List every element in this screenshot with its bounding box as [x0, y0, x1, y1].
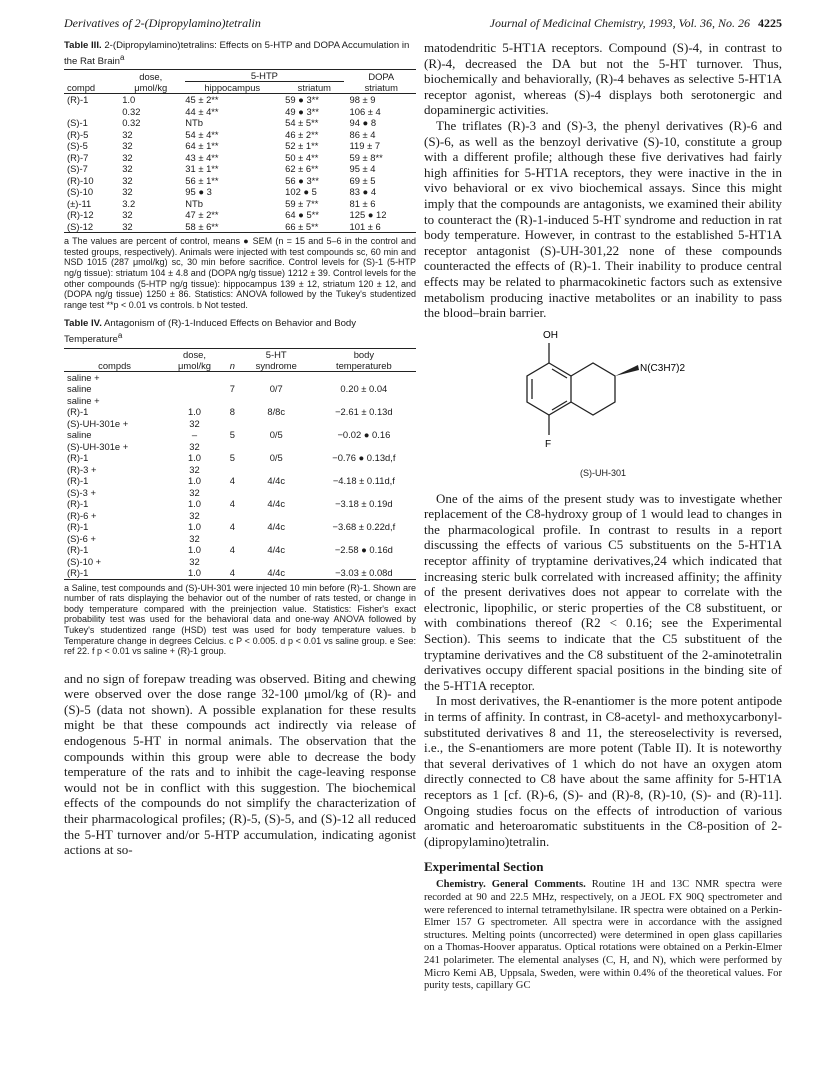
t3-cell: 32	[122, 140, 133, 152]
table-row	[64, 209, 416, 221]
t3-cell: 54 ± 5**	[285, 117, 319, 129]
t4-head-syn1: 5-HT	[241, 348, 312, 360]
table-row	[64, 498, 416, 510]
t3-cell: 32	[119, 221, 182, 233]
t4-cell: 1.0	[187, 475, 202, 487]
right-paragraph-4: In most derivatives, the R-enantiomer is the more potent antipode in terms of affinity. In contrast, in C8-acetyl- and methoxycarbonyl-substituted derivatives 8 and 11, the stereoselectivity is reversed, i.e., the S-enantiomers are more potent (Table II). It is noteworthy that several derivatives of 1 which do not have an oxygen atom directly connected to C8 have about the same affinity for 5-HT1A receptors as 1 [cf. (R)-6, (S)- and (R)-8, (R)-10, (S)- and (R)-11]. Ongoing studies focus on the effects of introduction of various aromatic and heteroaromatic substituents in the C8-position of 2-(dipropylamino)tetralin.	[424, 693, 782, 849]
t3-cell: 101 ± 6	[347, 221, 416, 233]
t3-cell: 44 ± 4**	[185, 105, 219, 117]
t4-cell-empty	[241, 441, 312, 453]
t3-cell: 31 ± 1**	[185, 163, 219, 175]
t3-head-striatum: striatum	[282, 82, 346, 94]
journal-citation: Journal of Medicinal Chemistry, 1993, Vol. 36, No. 26	[489, 16, 750, 30]
t4-cell: 7	[229, 383, 235, 395]
t4-cell: 32	[189, 463, 200, 475]
t4-cell: 4	[229, 475, 235, 487]
t3-cell: 66 ± 5**	[282, 221, 346, 233]
t4-cell-empty	[224, 556, 241, 568]
t4-head-dose2: μmol/kg	[165, 360, 224, 372]
t3-head-dopa1: DOPA	[347, 70, 416, 83]
table-4-body	[64, 371, 416, 579]
t3-cell: NTb	[185, 197, 203, 209]
t4-cell-empty	[224, 441, 241, 453]
t4-head-temp2: temperatureb	[312, 360, 416, 372]
t4-head-temp1: body	[312, 348, 416, 360]
t3-cell: 95 ● 3	[185, 186, 212, 198]
t3-cell: 102 ● 5	[285, 186, 317, 198]
t3-cell: (S)-10	[67, 186, 94, 198]
t3-cell: 69 ± 5	[349, 174, 376, 186]
t4-head-syn2: syndrome	[241, 360, 312, 372]
t3-cell: 62 ± 6**	[285, 163, 319, 175]
left-column	[64, 40, 416, 858]
table-row	[64, 429, 416, 441]
running-header-journal	[490, 16, 782, 31]
table-row	[64, 521, 416, 533]
t4-cell: −0.02 ● 0.16	[337, 429, 391, 441]
t3-cell: 64 ± 1**	[185, 140, 219, 152]
t4-cell: −4.18 ± 0.11d,f	[332, 475, 395, 487]
t3-cell: 49 ● 3**	[285, 105, 319, 117]
t3-head-dopa2: striatum	[347, 82, 416, 94]
t3-cell: 32	[122, 186, 133, 198]
t3-head-compd: compd	[64, 82, 119, 94]
t4-cell-empty	[312, 510, 416, 522]
t4-head-blank2	[224, 348, 241, 360]
left-body-paragraph: and no sign of forepaw treading was observed. Biting and chewing were observed over the dose range 32-100 μmol/kg of (R)- and (S)-5 (data not shown). A possible explanation for these results might be that these compounds act indirectly via release of endogenous 5-HT in normal animals. The observation that the compounds within this group were able to decrease the body temperature of the rats and to inhibit the cage-leaving response would not be in conflict with this suggestion. The biochemical effects of the compounds do not simplify the characterization of their pharmacological profiles; (R)-5, (S)-5, and (S)-12 all reduced the 5-HT turnover and/or 5-HTP accumulation, indicating agonist actions at so-	[64, 670, 416, 858]
t4-cell: (S)-UH-301e +	[67, 417, 129, 429]
t4-cell-empty	[312, 418, 416, 430]
t3-cell: 106 ± 4	[349, 105, 381, 117]
experimental-text: Routine 1H and 13C NMR spectra were recorded at 90 and 22.5 MHz, respectively, on a JEOL FX 90Q spectrometer and were referenced to internal tetramethylsilane. IR spectra were obtained on a Perkin-Elmer 157 G spectrometer. All spectra were in accordance with the assigned structures. Melting points (uncorrected) were determined in open glass capillaries on a Thomas-Hoover apparatus. Optical rotations were obtained on a Perkin-Elmer 241 polarimeter. The elemental analyses (C, H, and N), which were performed by Micro Kemi AB, Uppsala, Sweden, were within 0.4% of the theoretical values. For purity tests, capillary GC	[424, 879, 782, 992]
table-row	[64, 106, 416, 118]
saturated-ring	[571, 363, 615, 415]
t4-cell: –	[191, 429, 198, 441]
t4-cell: saline +	[67, 371, 100, 383]
t3-cell: (R)-7	[67, 151, 89, 163]
t4-cell: 32	[189, 440, 200, 452]
t3-cell: 95 ± 4	[349, 163, 376, 175]
t4-head-blank	[64, 348, 165, 360]
table-row	[64, 140, 416, 152]
t4-cell-empty	[312, 464, 416, 476]
amine-label: N(C3H7)2	[640, 362, 686, 374]
t4-cell: 4/4c	[267, 498, 286, 510]
t4-cell: (R)-1	[67, 475, 89, 487]
t3-cell: (S)-5	[67, 140, 88, 152]
t3-cell: 64 ● 5**	[285, 209, 319, 221]
oh-label: OH	[543, 329, 558, 341]
t4-cell-empty	[241, 556, 312, 568]
t4-cell-empty	[241, 464, 312, 476]
t4-cell: 0.20 ± 0.04	[340, 383, 388, 395]
t4-cell-empty	[241, 510, 312, 522]
t4-head-n: n	[224, 360, 241, 372]
t4-cell: 32	[189, 509, 200, 521]
t4-cell: saline	[67, 383, 92, 395]
t4-cell: 4/4c	[267, 544, 286, 556]
table-row	[64, 487, 416, 499]
t3-cell: 98 ± 9	[349, 94, 376, 106]
t4-cell-empty	[224, 395, 241, 407]
t4-cell: 4/4c	[267, 475, 286, 487]
t4-cell: 4/4c	[267, 521, 286, 533]
t4-cell: (R)-1	[67, 498, 89, 510]
t4-cell: 4	[224, 567, 241, 579]
t4-cell-empty	[241, 487, 312, 499]
table-row	[64, 544, 416, 556]
table-row	[64, 452, 416, 464]
t4-cell: (S)-3 +	[67, 486, 96, 498]
chemical-structure-figure	[424, 321, 782, 481]
t4-cell-empty	[241, 533, 312, 545]
t4-cell: 1.0	[187, 544, 202, 556]
t3-cell: 125 ● 12	[349, 209, 387, 221]
t4-cell: −2.61 ± 0.13d	[335, 406, 393, 418]
t4-cell: 0/5	[269, 452, 283, 464]
t3-head-dose2: μmol/kg	[119, 82, 182, 94]
t4-cell: −2.58 ● 0.16d	[334, 544, 393, 556]
t3-cell: 81 ± 6	[349, 197, 376, 209]
t3-cell: 32	[122, 128, 133, 140]
right-paragraph-2: The triflates (R)-3 and (S)-3, the phenyl derivatives (R)-6 and (S)-6, as well as the benzoyl derivative (S)-10, constitute a group with a different profile; although these five derivatives had fairly high affinities for 5-HT1A receptors, they were inactive in the in vivo behavioral or ex vivo biochemical assays. Since this might imply that the compounds are antagonists, we examined their ability to counteract the (R)-1-induced 5-HT syndrome and reduction in rat body temperature. However, in contrast to the established 5-HT1A receptor antagonist (S)-UH-301,22 none of these compounds counteracted the effects of (R)-1. Their inability to produce central effects may be related to pharmacokinetic factors such as extensive metabolism producing inactive metabolites or an inability to pass the blood–brain barrier.	[424, 117, 782, 321]
t4-cell-empty	[312, 556, 416, 568]
t4-cell: 1.0	[187, 406, 202, 418]
t4-cell: (S)-UH-301e +	[67, 440, 129, 452]
t3-cell: 52 ± 1**	[285, 140, 319, 152]
t4-cell: (R)-1	[67, 406, 89, 418]
experimental-heading: Experimental Section	[424, 859, 544, 875]
t4-cell-empty	[224, 510, 241, 522]
t3-cell: 86 ± 4	[349, 128, 376, 140]
t3-head-5htp-label: 5-HTP	[185, 70, 343, 82]
t4-cell-empty	[224, 371, 241, 383]
experimental-paragraph	[424, 879, 782, 992]
table-3-title: 2-(Dipropylamino)tetralins: Effects on 5-HTP and DOPA Accumulation in the Rat Brain	[64, 40, 410, 67]
table-4	[64, 318, 416, 656]
t4-cell: saline	[67, 429, 92, 441]
t4-cell: −3.68 ± 0.22d,f	[332, 521, 396, 533]
t4-cell: 4/4c	[241, 567, 312, 579]
right-column	[424, 40, 782, 993]
t3-cell: 0.32	[122, 105, 141, 117]
t4-cell: 32	[189, 486, 200, 498]
t4-cell: 4	[229, 521, 235, 533]
t3-cell: 47 ± 2**	[185, 209, 219, 221]
table-3-footnote: a The values are percent of control, means ● SEM (n = 15 and 5–6 in the control and tested groups, respectively). Animals were injected with test compounds sc, 60 min and NSD 1015 (287 μmol/kg) sc, 30 min before sacrifice. Control levels for (S)-1 (5-HTP ng/g tissue): striatum 104 ± 4.8 and (DOPA ng/g tissue) 1212 ± 39. Control levels for the other compounds (5-HTP ng/g tissue): hippocampus 139 ± 12, striatum 120 ± 12, and (DOPA ng/g tissue) 1250 ± 86. Statistics: ANOVA followed by the Tukey's studentized range test **p < 0.01 vs controls. b Not tested.	[64, 236, 416, 310]
t3-cell: 56 ● 3**	[285, 174, 319, 186]
t4-cell	[165, 395, 224, 407]
t3-head-dose1: dose,	[119, 70, 182, 83]
table-row	[64, 510, 416, 522]
table-row	[64, 163, 416, 175]
table-row	[64, 533, 416, 545]
running-header-title: Derivatives of 2-(Dipropylamino)tetralin	[64, 16, 261, 30]
t4-cell: 32	[189, 532, 200, 544]
t4-cell: 1.0	[187, 452, 202, 464]
t3-cell: 56 ± 1**	[185, 174, 219, 186]
table-row	[64, 441, 416, 453]
t3-cell: (S)-12	[64, 221, 119, 233]
t4-cell: −3.18 ± 0.19d	[335, 498, 393, 510]
table-row	[64, 94, 416, 106]
t4-cell: 32	[189, 417, 200, 429]
t3-cell: 32	[122, 174, 133, 186]
t4-cell: (R)-1	[64, 567, 165, 579]
table-row	[64, 371, 416, 383]
t4-cell: 1.0	[187, 498, 202, 510]
t4-cell: saline +	[67, 394, 100, 406]
t3-cell: NTb	[185, 117, 203, 129]
table-4-title: Antagonism of (R)-1-Induced Effects on Behavior and Body Temperature	[64, 318, 357, 346]
table-3-grid	[64, 69, 416, 233]
t4-cell: (R)-1	[67, 521, 89, 533]
t4-cell: −3.03 ± 0.08d	[312, 567, 416, 579]
t4-cell-empty	[224, 487, 241, 499]
t4-cell: (R)-1	[67, 452, 89, 464]
table-row	[64, 198, 416, 210]
right-paragraph-1: matodendritic 5-HT1A receptors. Compound (S)-4, in contrast to (R)-4, decreased the DA but not the 5-HT turnover. Thus, biochemically and behaviorally, (R)-4 behaves as selective 5-HT1A receptor agonist, whereas (S)-4 displays both serotonergic and dopaminergic activities.	[424, 40, 782, 118]
t3-cell: 54 ± 4**	[185, 128, 219, 140]
t3-cell: 83 ● 4	[349, 186, 377, 198]
t4-cell-empty	[312, 371, 416, 383]
table-row	[64, 186, 416, 198]
t3-cell: 119 ± 7	[349, 140, 381, 152]
table-4-caption-note: a	[117, 330, 123, 340]
table-row	[64, 464, 416, 476]
t3-cell: 32	[122, 163, 133, 175]
t4-cell-empty	[312, 487, 416, 499]
t4-cell: 0/5	[269, 429, 283, 441]
t3-cell: (R)-10	[67, 174, 94, 186]
t4-cell: 4	[229, 498, 235, 510]
structure-caption: (S)-UH-301	[579, 467, 626, 478]
t4-cell: 1.0	[165, 567, 224, 579]
table-3	[64, 40, 416, 310]
aromatic-ring	[527, 363, 571, 415]
t3-head-hippocampus: hippocampus	[182, 82, 282, 94]
table-row	[64, 406, 416, 418]
t4-head-compds: compds	[64, 360, 165, 372]
table-row	[64, 152, 416, 164]
t4-cell	[165, 371, 224, 383]
stereo-wedge	[615, 365, 639, 376]
t4-cell: 1.0	[187, 521, 202, 533]
t3-cell: (R)-5	[67, 128, 89, 140]
t4-head-dose1: dose,	[165, 348, 224, 360]
table-row	[64, 395, 416, 407]
table-3-label: Table III.	[64, 40, 102, 51]
t3-cell: 32	[122, 209, 133, 221]
t3-cell: 1.0	[122, 94, 136, 106]
t4-cell-empty	[224, 418, 241, 430]
table-4-caption	[64, 318, 416, 345]
t4-cell: 8/8c	[267, 406, 286, 418]
t4-cell: 32	[189, 555, 200, 567]
t4-cell-empty	[224, 533, 241, 545]
table-3-caption-note: a	[120, 52, 125, 62]
t4-cell-empty	[312, 533, 416, 545]
table-row	[64, 556, 416, 568]
t4-cell: 5	[229, 452, 235, 464]
t4-cell: 0/7	[269, 383, 283, 395]
page-number: 4225	[758, 16, 782, 30]
t3-cell: 46 ± 2**	[285, 128, 319, 140]
table-row	[64, 418, 416, 430]
table-3-caption	[64, 40, 416, 67]
t3-cell	[64, 106, 119, 118]
aromatic-double-bond	[552, 369, 567, 378]
t4-cell-empty	[312, 395, 416, 407]
table-row	[64, 567, 416, 579]
t3-cell: (S)-1	[67, 117, 88, 129]
t4-cell-empty	[312, 441, 416, 453]
t3-cell: 45 ± 2**	[185, 94, 219, 106]
table-4-footnote: a Saline, test compounds and (S)-UH-301 were injected 10 min before (R)-1. Shown are number of rats displaying the behavior out of the number of rats tested, or change in body temperature compared with the preinjection value. Statistics: Fisher's exact probability test was used for the behavioral data and one-way ANOVA followed by Tukey's studentized range (HSD) test was used for body temperature values. b Temperature change in degrees Celcius. c P < 0.005. d p < 0.01 vs saline group. e See: ref 22. f p < 0.01 vs saline + (R)-1 group.	[64, 582, 416, 657]
t4-cell-empty	[241, 418, 312, 430]
t4-cell: (R)-3 +	[67, 463, 97, 475]
uh301-structure-svg	[424, 321, 782, 461]
t3-cell: (R)-12	[67, 209, 94, 221]
table-row	[64, 221, 416, 233]
t4-cell-empty	[241, 395, 312, 407]
t4-cell-empty	[224, 464, 241, 476]
t3-head-blank	[64, 70, 119, 83]
t3-cell: (R)-1	[67, 94, 89, 106]
t3-cell: 59 ● 3**	[285, 94, 319, 106]
f-label: F	[545, 438, 552, 450]
table-row	[64, 175, 416, 187]
t4-cell: 4	[229, 544, 235, 556]
experimental-lead: Chemistry. General Comments.	[436, 879, 586, 891]
t3-cell: 59 ± 8**	[349, 151, 383, 163]
t3-head-5htp	[182, 70, 346, 83]
t3-cell: 58 ± 6**	[182, 221, 282, 233]
t3-cell: (±)-11	[67, 197, 92, 209]
table-row	[64, 383, 416, 395]
t3-cell: 59 ± 7**	[285, 197, 319, 209]
right-paragraph-3: One of the aims of the present study was to investigate whether replacement of the C8-hydroxy group of 1 would lead to changes in the pharmacological profile. In contrast to results in a report discussing the effects of various C5 substituents on the 5-HT1A receptor affinity of tryptamine derivatives,24 which indicated that increasing steric bulk correlated with increased affinity; the affinity of the present derivatives does not appear to correlate with the electronic, lipophilic, or steric properties of the C8 substituent, or with combinations thereof (R2 < 0.16; see the Experimental Section). This seems to indicate that the C5 substituent of the tryptamine derivatives and the C8 substituent of the 2-aminotetralin derivatives occupy different spacial positions in the binding site of the 5-HT1A receptor.	[424, 490, 782, 693]
running-header	[64, 16, 782, 32]
table-row	[64, 117, 416, 129]
t4-cell: (R)-1	[67, 544, 89, 556]
t4-cell: (R)-6 +	[67, 509, 97, 521]
t3-cell: 94 ● 8	[349, 117, 377, 129]
t4-cell: 5	[229, 429, 235, 441]
t4-cell	[165, 383, 224, 395]
t3-cell: 3.2	[122, 197, 136, 209]
t4-cell: (S)-10 +	[67, 555, 102, 567]
t4-cell: 8	[229, 406, 235, 418]
t3-cell: 32	[122, 151, 133, 163]
t3-cell: 0.32	[122, 117, 141, 129]
t4-cell: −0.76 ● 0.13d,f	[332, 452, 396, 464]
table-4-label: Table IV.	[64, 318, 102, 330]
table-row	[64, 475, 416, 487]
t4-cell-empty	[241, 371, 312, 383]
table-row	[64, 129, 416, 141]
t3-cell: 43 ± 4**	[185, 151, 219, 163]
t3-cell: 50 ± 4**	[285, 151, 319, 163]
t3-cell: (S)-7	[67, 163, 88, 175]
t4-cell: (S)-6 +	[67, 532, 96, 544]
table-4-grid	[64, 348, 416, 580]
